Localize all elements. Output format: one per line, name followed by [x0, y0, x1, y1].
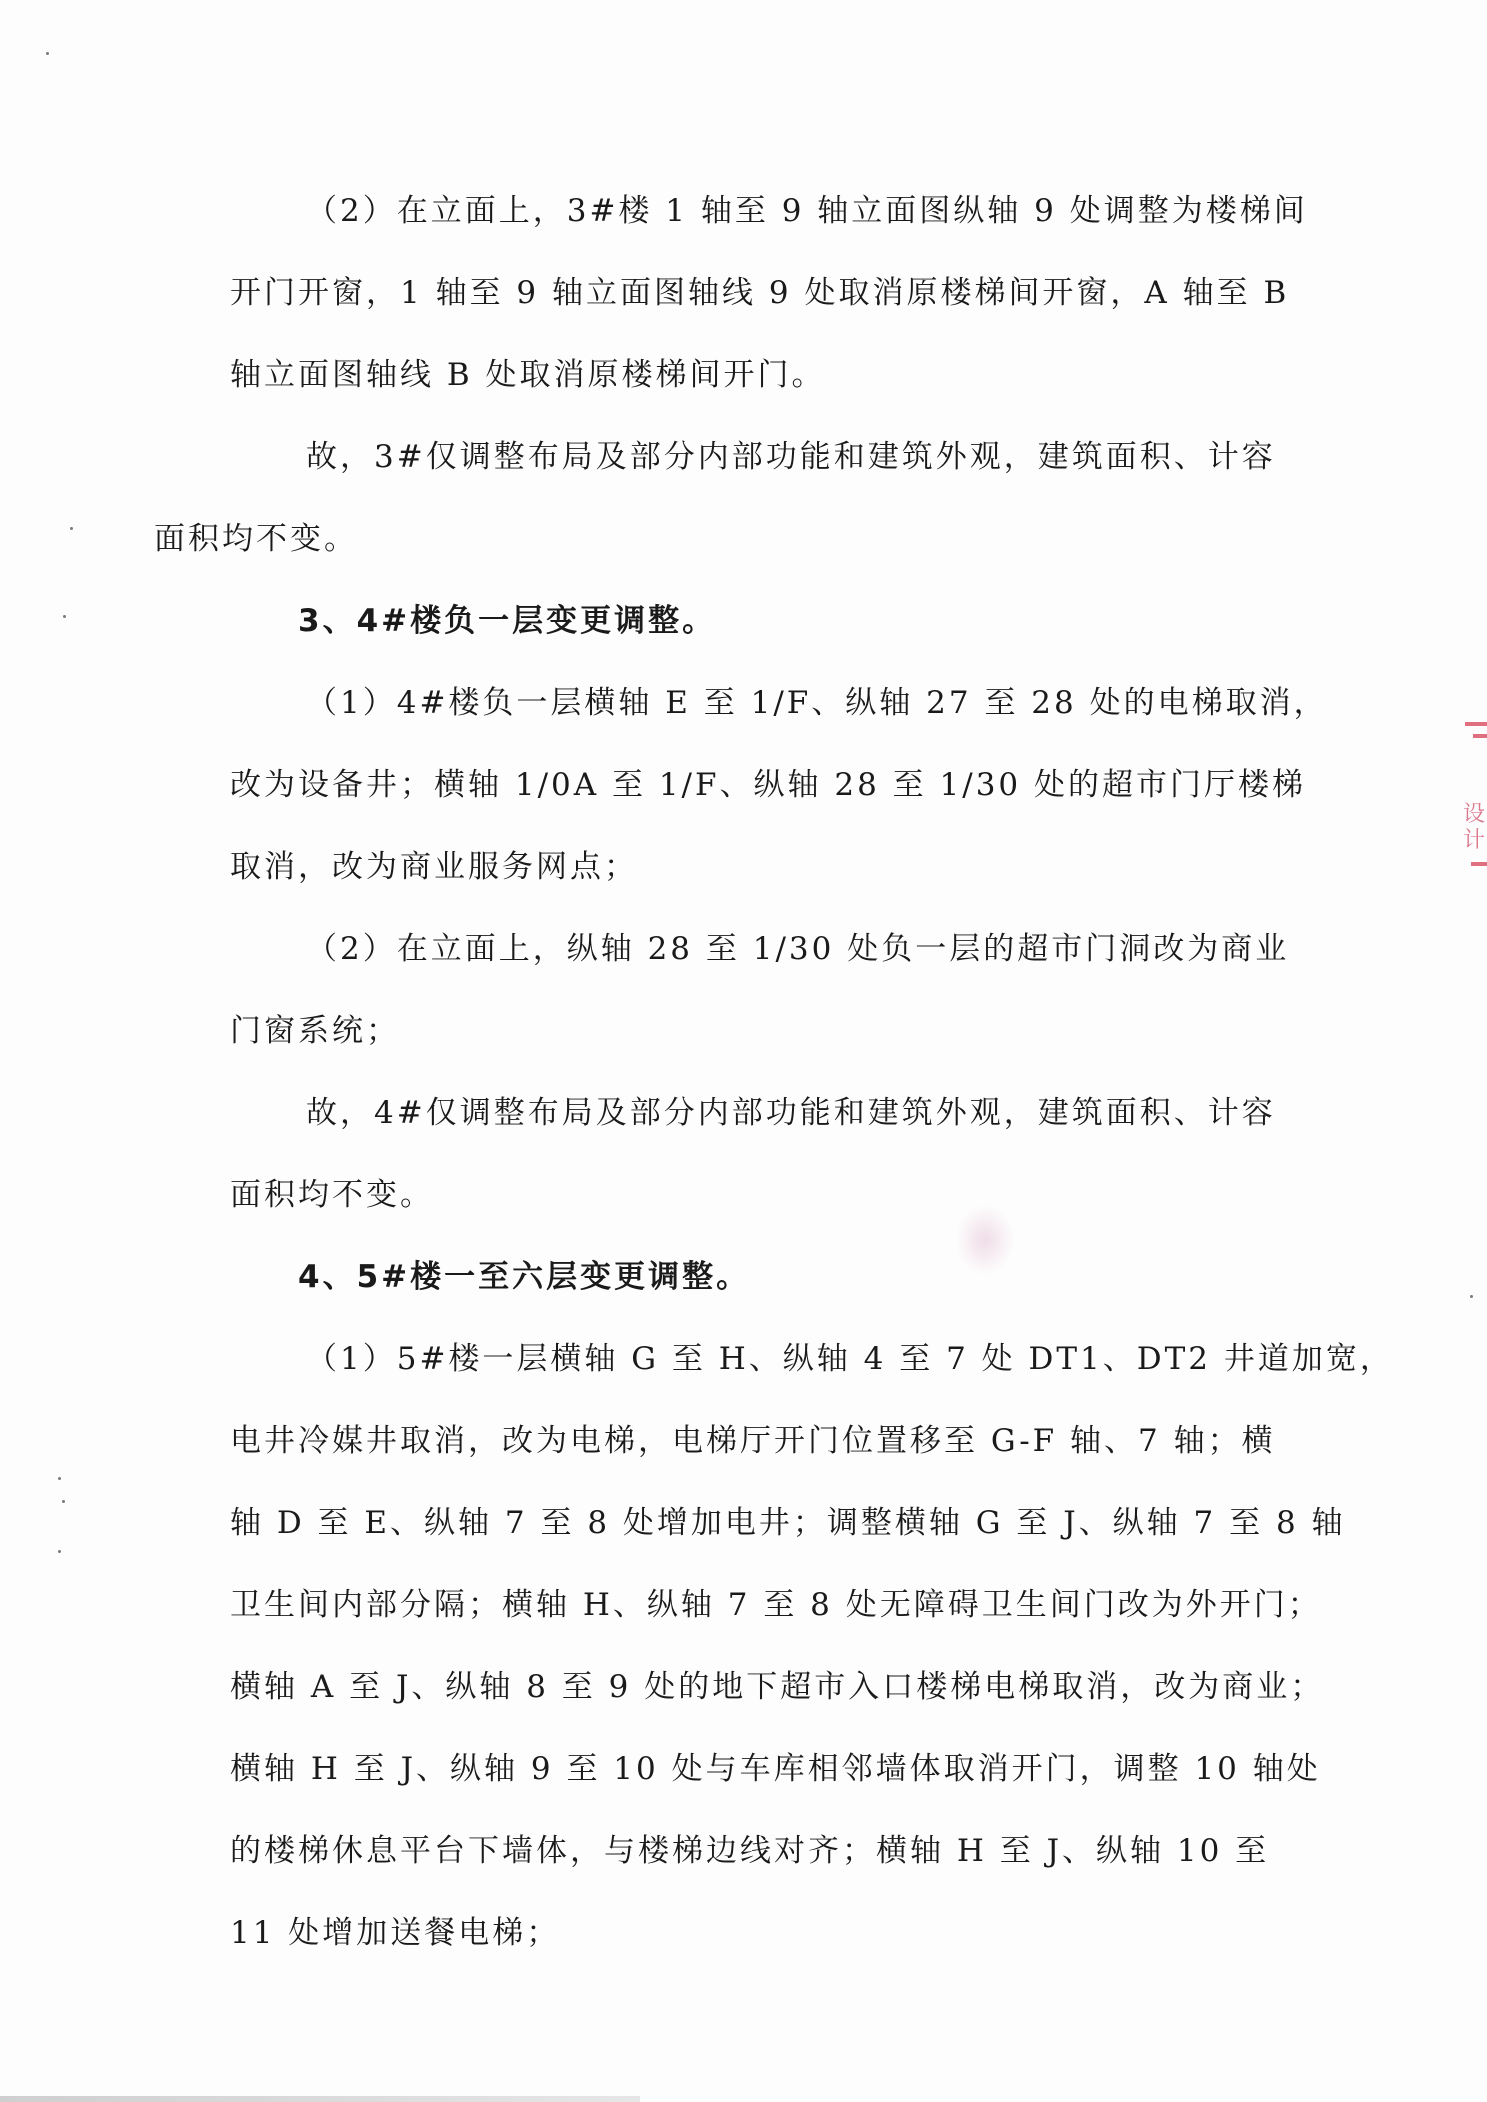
paragraph-5-layout-change [230, 1318, 1394, 1974]
scan-speck [62, 1500, 65, 1503]
stamp-mark [1465, 722, 1487, 726]
scan-speck [1470, 1295, 1473, 1298]
seal-stamp-edge [1463, 712, 1487, 882]
paragraph-4-layout-change [230, 662, 1328, 908]
document-body [154, 170, 1394, 1974]
text-line: （2）在立面上，3#楼 1 轴至 9 轴立面图纵轴 9 处调整为楼梯间 [306, 193, 1308, 229]
text-line: 门窗系统； [230, 1013, 400, 1049]
scan-speck [58, 1550, 61, 1553]
scan-speck [46, 52, 49, 55]
stamp-mark [1471, 862, 1487, 866]
paragraph-3-elevation-change [230, 170, 1308, 416]
text-line: 故，4#仅调整布局及部分内部功能和建筑外观，建筑面积、计容 [306, 1095, 1276, 1131]
text-line: 11 处增加送餐电梯； [230, 1915, 561, 1951]
text-line: 轴 D 至 E、纵轴 7 至 8 处增加电井；调整横轴 G 至 J、纵轴 7 至 8 轴 [230, 1505, 1346, 1541]
text-line: 的楼梯休息平台下墙体，与楼梯边线对齐；横轴 H 至 J、纵轴 10 至 [230, 1833, 1270, 1869]
section-heading-4: 4、5#楼一至六层变更调整。 [298, 1259, 751, 1295]
text-line: 面积均不变。 [230, 1177, 434, 1213]
scan-bottom-edge [0, 2096, 640, 2102]
paragraph-4-summary [230, 1072, 1276, 1236]
scan-speck [63, 615, 66, 618]
text-line: 电井冷媒井取消，改为电梯，电梯厅开门位置移至 G-F 轴、7 轴；横 [230, 1423, 1276, 1459]
text-line: 卫生间内部分隔；横轴 H、纵轴 7 至 8 处无障碍卫生间门改为外开门； [230, 1587, 1322, 1623]
text-line: 开门开窗，1 轴至 9 轴立面图轴线 9 处取消原楼梯间开窗，A 轴至 B [230, 275, 1290, 311]
stamp-mark [1473, 734, 1487, 738]
section-heading-3: 3、4#楼负一层变更调整。 [298, 603, 717, 639]
text-line: 故，3#仅调整布局及部分内部功能和建筑外观，建筑面积、计容 [306, 439, 1276, 475]
scan-speck [58, 1477, 61, 1480]
scan-speck [70, 527, 73, 530]
text-line: 横轴 H 至 J、纵轴 9 至 10 处与车库相邻墙体取消开门，调整 10 轴处 [230, 1751, 1321, 1787]
text-line: （1）5#楼一层横轴 G 至 H、纵轴 4 至 7 处 DT1、DT2 井道加宽， [306, 1341, 1394, 1377]
text-line: 轴立面图轴线 B 处取消原楼梯间开门。 [230, 357, 826, 393]
paragraph-4-elevation-change [230, 908, 1290, 1072]
stamp-text: 设计 [1463, 802, 1485, 853]
text-line: 面积均不变。 [154, 521, 358, 557]
text-line: （2）在立面上，纵轴 28 至 1/30 处负一层的超市门洞改为商业 [306, 931, 1290, 967]
text-line: 横轴 A 至 J、纵轴 8 至 9 处的地下超市入口楼梯电梯取消，改为商业； [230, 1669, 1325, 1705]
text-line: 改为设备井；横轴 1/0A 至 1/F、纵轴 28 至 1/30 处的超市门厅楼梯 [230, 767, 1306, 803]
ink-bleed-mark [955, 1205, 1015, 1275]
text-line: （1）4#楼负一层横轴 E 至 1/F、纵轴 27 至 28 处的电梯取消， [306, 685, 1328, 721]
paragraph-3-summary [154, 416, 1276, 580]
text-line: 取消，改为商业服务网点； [230, 849, 638, 885]
